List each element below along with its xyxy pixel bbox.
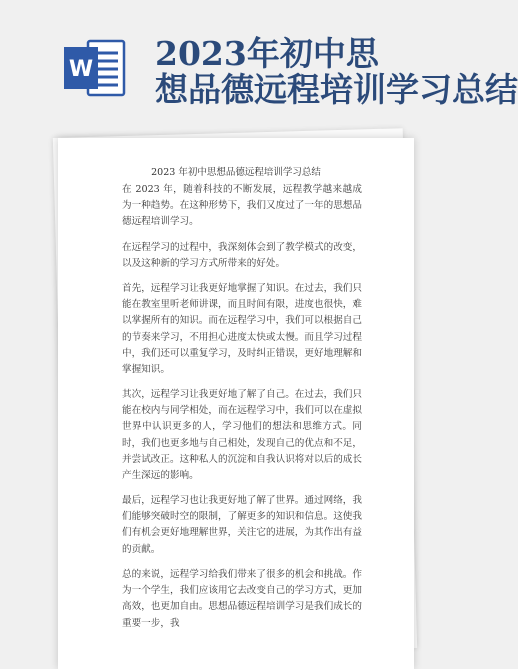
word-document-icon bbox=[62, 35, 128, 101]
word-logo-letter: W bbox=[68, 57, 94, 82]
header bbox=[0, 0, 518, 145]
page-title-line-1: 2023年初中思 bbox=[155, 34, 379, 73]
page-title-line-2: 想品德远程培训学习总结 bbox=[155, 70, 518, 109]
paragraph-second: 其次，远程学习让我更好地了解了自己。在过去，我们只能在校内与同学相处，而在远程学习中，我们可以在虚拟世界中认识更多的人，学习他们的想法和思维方式。同时，我们也更多地与自己相处，发现自己的优点和不足，并尝试改正。这种私人的沉淀和自我认识将对以后的成长产生深远的影响。 bbox=[122, 389, 362, 482]
document-title: 2023 年初中思想品德远程培训学习总结 bbox=[151, 167, 321, 178]
paragraph-experience: 在远程学习的过程中，我深刻体会到了教学模式的改变，以及这种新的学习方式所带来的好处。 bbox=[122, 242, 362, 270]
document-page bbox=[58, 138, 414, 669]
paragraph-summary: 总的来说，远程学习给我们带来了很多的机会和挑战。作为一个学生，我们应该用它去改变自己的学习方式，更加高效，也更加自由。思想品德远程培训学习是我们成长的重要一步，我 bbox=[122, 569, 362, 629]
paragraph-intro: 在 2023 年，随着科技的不断发展，远程教学越来越成为一种趋势。在这种形势下，我们又度过了一年的思想品德远程培训学习。 bbox=[122, 184, 362, 228]
paragraph-last: 最后，远程学习也让我更好地了解了世界。通过网络，我们能够突破时空的限制，了解更多的知识和信息。这使我们有机会更好地理解世界，关注它的进展，为其作出有益的贡献。 bbox=[122, 495, 362, 555]
paragraph-first: 首先，远程学习让我更好地掌握了知识。在过去，我们只能在教室里听老师讲课，而且时间有限，进度也很快，难以掌握所有的知识。而在远程学习中，我们可以根据自己的节奏来学习，不用担心进度太快或太慢。而且学习过程中，我们还可以重复学习，及时纠正错误，更好地理解和掌握知识。 bbox=[122, 283, 362, 376]
